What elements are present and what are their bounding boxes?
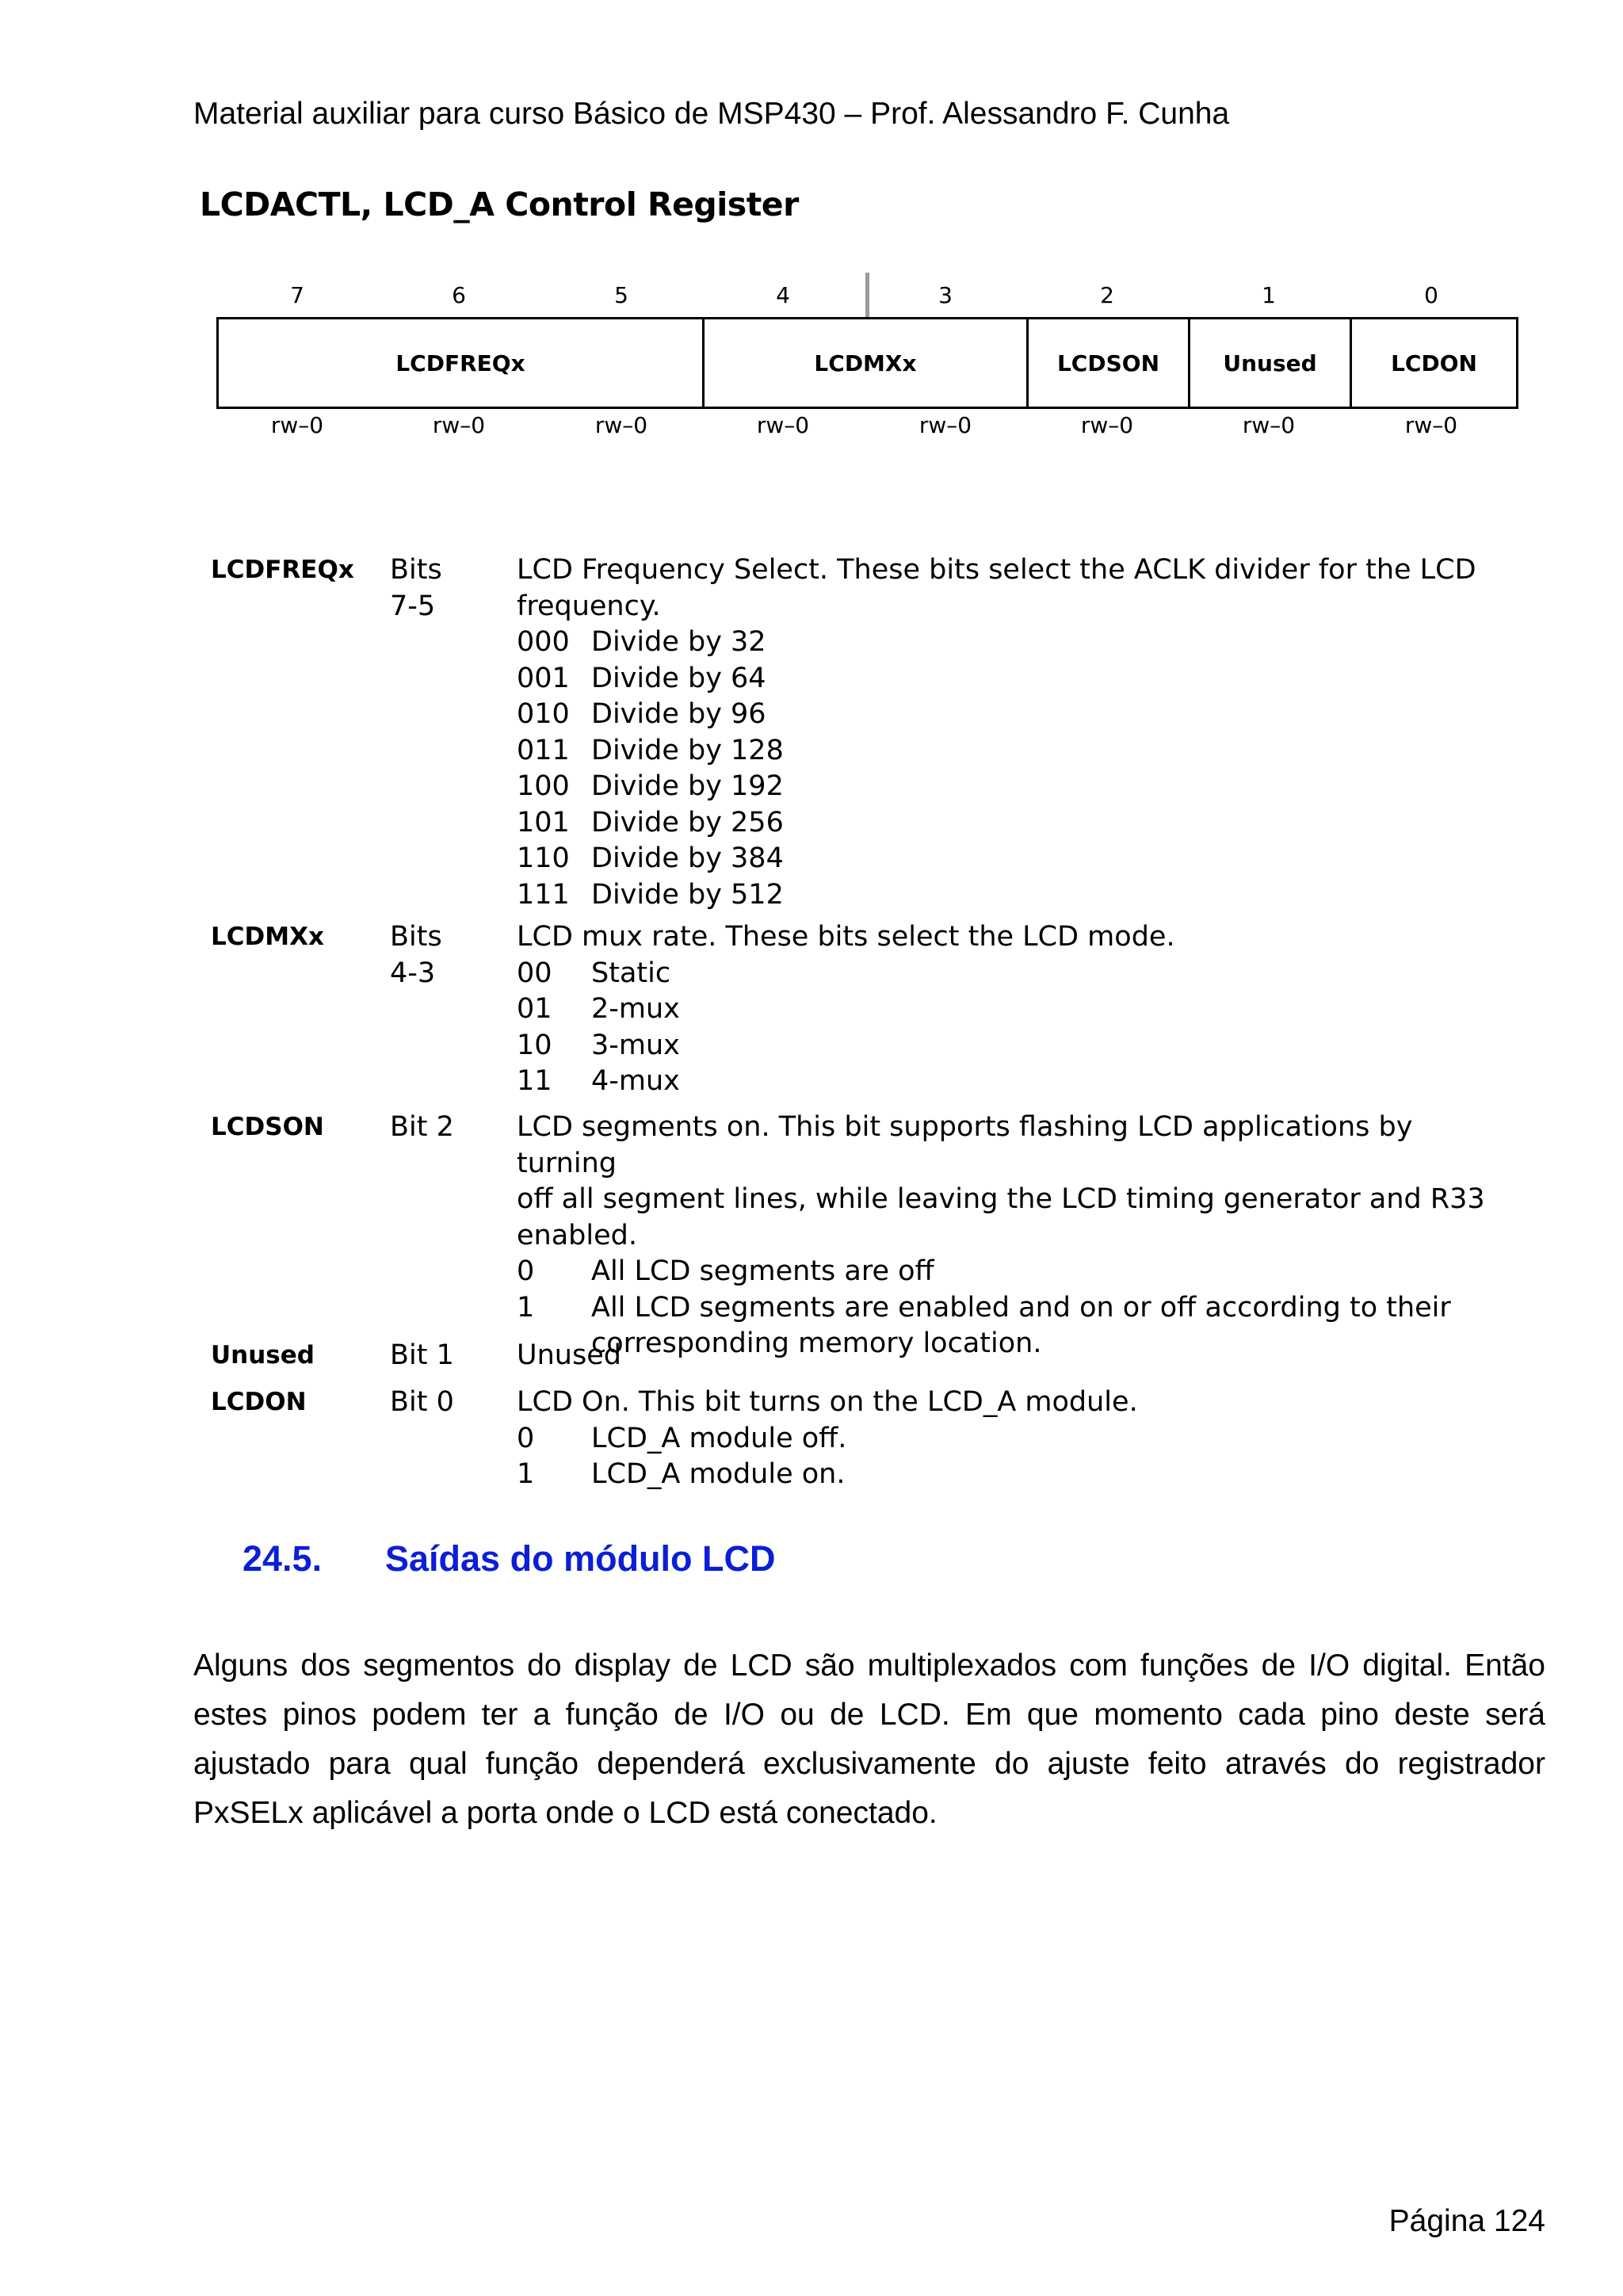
description-line: LCD On. This bit turns on the LCD_A module.	[517, 1386, 1138, 1418]
code-row	[517, 956, 1507, 992]
register-field-unused: Unused	[1190, 319, 1352, 407]
code-value: 0	[517, 1255, 535, 1287]
code-row	[517, 733, 1507, 770]
code-meaning: Divide by 64	[591, 662, 766, 694]
code-value: 011	[517, 734, 570, 766]
bits-label: Bit 1	[390, 1339, 454, 1371]
field-bits	[390, 1385, 501, 1421]
register-diagram	[216, 317, 1518, 409]
code-row	[517, 991, 1507, 1028]
bits-range: 4-3	[390, 957, 436, 989]
code-meaning: corresponding memory location.	[591, 1328, 1042, 1359]
access-label: rw–0	[1242, 412, 1296, 438]
field-bits	[390, 1110, 501, 1146]
bit-number: 4	[776, 282, 790, 308]
field-text	[517, 552, 1507, 913]
code-value: 100	[517, 770, 570, 802]
bits-range: 7-5	[390, 590, 436, 622]
description-line: LCD mux rate. These bits select the LCD mode.	[517, 921, 1175, 953]
code-meaning: Divide by 512	[591, 878, 784, 911]
code-value: 010	[517, 698, 570, 730]
code-row	[517, 1421, 1507, 1457]
description-line: enabled.	[517, 1219, 637, 1251]
field-text	[517, 1385, 1507, 1493]
code-row	[517, 1457, 1507, 1493]
bit-number: 5	[614, 282, 628, 308]
bits-label: Bit 2	[390, 1111, 454, 1143]
code-row	[517, 1064, 1507, 1100]
code-value: 101	[517, 806, 570, 839]
access-label: rw–0	[432, 412, 486, 438]
bits-label: Bits	[390, 921, 442, 953]
bit-number: 6	[452, 282, 466, 308]
register-field-lcdmxx: LCDMXx	[705, 319, 1029, 407]
bit-divider-marker	[865, 273, 869, 317]
code-meaning: 4-mux	[591, 1065, 680, 1097]
code-row	[517, 769, 1507, 805]
code-value: 110	[517, 842, 570, 874]
bits-label: Bits	[390, 554, 442, 586]
description-line: off all segment lines, while leaving the LCD timing generator and R33	[517, 1183, 1485, 1215]
code-row	[517, 1254, 1507, 1290]
bit-number: 3	[938, 282, 953, 308]
field-description-lcdmxx	[0, 919, 1623, 1102]
code-meaning: All LCD segments are off	[591, 1255, 934, 1287]
page-header: Material auxiliar para curso Básico de MSP430 – Prof. Alessandro F. Cunha	[193, 97, 1230, 131]
code-meaning: Divide by 192	[591, 770, 784, 802]
register-field-lcdfreqx: LCDFREQx	[219, 319, 705, 407]
section-heading	[242, 1538, 776, 1580]
bits-label: Bit 0	[390, 1386, 454, 1418]
section-number: 24.5.	[242, 1538, 323, 1579]
field-bits	[390, 1338, 501, 1374]
code-value: 11	[517, 1065, 552, 1097]
field-text	[517, 919, 1507, 1100]
access-label: rw–0	[1404, 412, 1458, 438]
description-line: frequency.	[517, 590, 661, 622]
code-value: 0	[517, 1422, 535, 1454]
code-row	[517, 661, 1507, 697]
description-line: Unused	[517, 1339, 621, 1371]
description-line: LCD Frequency Select. These bits select the ACLK divider for the LCD	[517, 554, 1476, 586]
bit-number: 1	[1262, 282, 1276, 308]
field-bits	[390, 552, 501, 625]
field-name: LCDMXx	[211, 923, 324, 951]
code-value: 10	[517, 1029, 552, 1061]
code-meaning: Divide by 96	[591, 698, 766, 730]
code-meaning: LCD_A module off.	[591, 1422, 847, 1454]
access-label: rw–0	[270, 412, 324, 438]
field-name: Unused	[211, 1341, 315, 1370]
code-meaning: 3-mux	[591, 1029, 680, 1061]
field-description-lcdon	[0, 1385, 1623, 1496]
code-meaning: Divide by 384	[591, 842, 784, 874]
page-number: Página 124	[1388, 2204, 1545, 2238]
code-value: 00	[517, 957, 552, 989]
register-title: LCDACTL, LCD_A Control Register	[200, 185, 799, 223]
field-text	[517, 1338, 1507, 1374]
register-field-lcdon: LCDON	[1391, 350, 1477, 376]
code-meaning: Divide by 256	[591, 806, 784, 839]
register-field-lcdson: LCDSON	[1029, 319, 1190, 407]
bit-number: 7	[290, 282, 304, 308]
code-meaning: Divide by 128	[591, 734, 784, 766]
code-row	[517, 805, 1507, 842]
code-meaning: Static	[591, 957, 671, 989]
code-meaning: All LCD segments are enabled and on or off according to their	[591, 1291, 1451, 1324]
code-meaning: Divide by 32	[591, 626, 766, 658]
code-value: 01	[517, 993, 552, 1025]
code-row	[517, 697, 1507, 733]
body-paragraph: Alguns dos segmentos do display de LCD são multiplexados com funções de I/O digital. Então estes pinos podem ter a função de I/O ou de LCD. Em que momento cada pino deste será ajustado para qual função dependerá exclusivamente do ajuste feito através do registrador PxSELx aplicável a porta onde o LCD está conectado.	[193, 1648, 1545, 1830]
access-label: rw–0	[594, 412, 648, 438]
field-bits	[390, 919, 501, 991]
bit-number: 2	[1100, 282, 1114, 308]
access-label: rw–0	[918, 412, 972, 438]
access-label: rw–0	[1080, 412, 1134, 438]
field-description-lcdfreqx	[0, 552, 1623, 917]
bit-number: 0	[1424, 282, 1438, 308]
code-value: 1	[517, 1458, 535, 1490]
access-row	[216, 412, 1516, 444]
description-line: LCD segments on. This bit supports flashing LCD applications by turning	[517, 1111, 1413, 1179]
field-name: LCDFREQx	[211, 556, 354, 584]
code-meaning: LCD_A module on.	[591, 1458, 846, 1490]
code-value: 1	[517, 1291, 535, 1324]
code-row	[517, 625, 1507, 661]
code-row	[517, 1028, 1507, 1064]
code-row	[517, 841, 1507, 877]
code-value: 111	[517, 878, 570, 911]
field-name: LCDSON	[211, 1113, 324, 1141]
code-value: 001	[517, 662, 570, 694]
access-label: rw–0	[756, 412, 810, 438]
code-meaning: 2-mux	[591, 993, 680, 1025]
code-value: 000	[517, 626, 570, 658]
code-row	[517, 1290, 1507, 1327]
code-row	[517, 877, 1507, 914]
field-text	[517, 1110, 1507, 1362]
section-title: Saídas do módulo LCD	[385, 1538, 776, 1579]
field-description-unused	[0, 1338, 1623, 1377]
field-name: LCDON	[211, 1388, 307, 1416]
